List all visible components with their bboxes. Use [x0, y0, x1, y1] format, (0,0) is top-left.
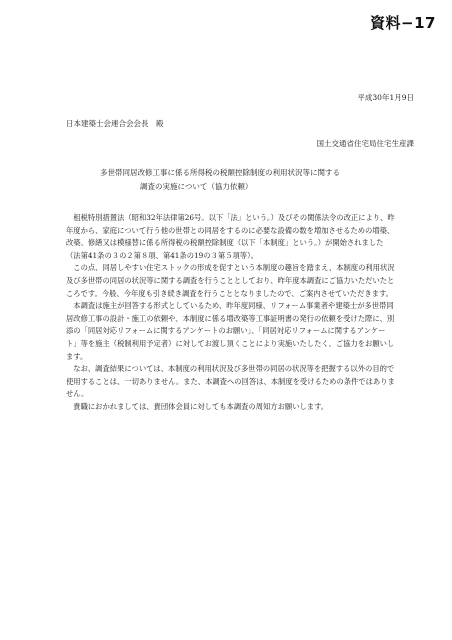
paragraph-1: 租税特別措置法（昭和32年法律第26号。以下「法」という。）及びその関係法令の改正により、昨年度から、家庭について行う他の世帯との同居をするのに必要な設備の数を増加させるための増築、改築、修繕又は模様替に係る所得税の税額控除制度（以下「本制度」という。）が開始されました（法第41条の３の２第８項、第41条の19の３第５項等）。 [66, 213, 395, 260]
issue-date: 平成30年1月9日 [357, 93, 414, 102]
paragraph-2: この点、同居しやすい住宅ストックの形成を促すという本制度の趣旨を踏まえ、本制度の利用状況及び多世帯の同居の状況等に関する調査を行うこととしており、昨年度本調査にご協力いただいたところです。今般、今年度も引き続き調査を行うこととなりましたので、ご案内させていただきます。 [66, 263, 395, 298]
addressee: 日本建築士会連合会会長 殿 [66, 119, 164, 128]
subject-line-2: 調査の実施について（協力依頼） [140, 182, 253, 191]
paragraph-5: 貴職におかれましては、貴団体会員に対しても本調査の周知方お願いします。 [73, 401, 329, 411]
document-label: 資料−17 [370, 14, 436, 32]
sender: 国土交通省住宅局住宅生産課 [316, 139, 414, 148]
paragraph-4: なお、調査結果については、本制度の利用状況及び多世帯の同居の状況等を把握する以外の目的で使用することは、一切ありません。また、本調査への回答は、本制度を受けるための条件ではありません。 [66, 364, 395, 399]
subject-line-1: 多世帯同居改修工事に係る所得税の税額控除制度の利用状況等に関する [100, 168, 340, 177]
body-text [66, 212, 396, 414]
subject-title [80, 166, 380, 194]
paragraph-3: 本調査は施主が回答する形式としているため、昨年度同様、リフォーム事業者や建築士が多世帯同居改修工事の設計・施工の依頼や、本制度に係る増改築等工事証明書の発行の依頼を受けた際に、別添の「同居対応リフォームに関するアンケートのお願い」、「同居対応リフォームに関するアンケート」等を施主（税制利用予定者）に対してお渡し頂くことにより実施いたしたく、ご協力をお願いします。 [66, 301, 395, 361]
